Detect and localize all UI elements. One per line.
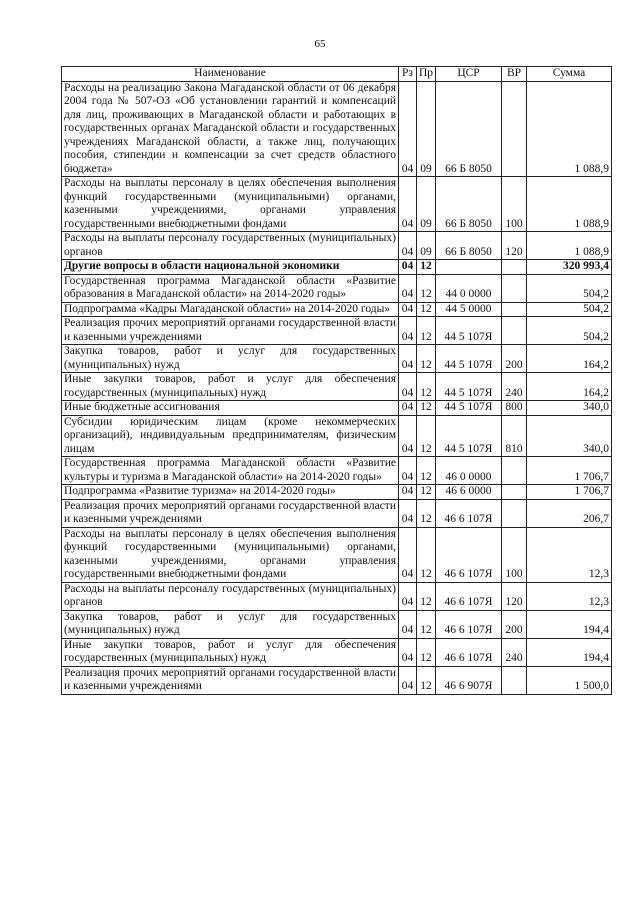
- cell-name: Реализация прочих мероприятий органами государственной власти и казенными учреждениями: [62, 499, 399, 527]
- table-row: [62, 457, 612, 485]
- header-pr: Пр: [417, 67, 436, 82]
- cell-vr: 810: [502, 415, 527, 457]
- table-row: [62, 610, 612, 638]
- cell-sum: 1 706,7: [527, 485, 612, 500]
- table-row: [62, 274, 612, 302]
- table-row: [62, 81, 612, 177]
- table-row: [62, 638, 612, 666]
- cell-pr: 12: [417, 345, 436, 373]
- cell-vr: [502, 485, 527, 500]
- cell-vr: 240: [502, 373, 527, 401]
- cell-csr: 46 0 0000: [436, 457, 502, 485]
- cell-csr: 44 5 107Я: [436, 401, 502, 416]
- cell-sum: 340,0: [527, 415, 612, 457]
- cell-name: Расходы на выплаты персоналу государственных (муниципальных) органов: [62, 232, 399, 260]
- cell-pr: 09: [417, 81, 436, 177]
- cell-name: Государственная программа Магаданской области «Развитие образования в Магаданской области» на 2014-2020 годы»: [62, 274, 399, 302]
- cell-sum: 340,0: [527, 401, 612, 416]
- cell-vr: 120: [502, 582, 527, 610]
- cell-pr: 12: [417, 666, 436, 694]
- cell-name: Субсидии юридическим лицам (кроме некоммерческих организаций), индивидуальным предпринимателям, физическим лицам: [62, 415, 399, 457]
- cell-rz: 04: [399, 485, 417, 500]
- cell-pr: 12: [417, 317, 436, 345]
- cell-csr: 46 6 107Я: [436, 638, 502, 666]
- cell-rz: 04: [399, 527, 417, 582]
- header-vr: ВР: [502, 67, 527, 82]
- cell-sum: 164,2: [527, 373, 612, 401]
- table-row: [62, 582, 612, 610]
- cell-sum: 1 088,9: [527, 232, 612, 260]
- cell-vr: [502, 499, 527, 527]
- cell-rz: 04: [399, 345, 417, 373]
- table-header-row: [62, 67, 612, 82]
- cell-rz: 04: [399, 415, 417, 457]
- cell-rz: 04: [399, 274, 417, 302]
- header-csr: ЦСР: [436, 67, 502, 82]
- cell-csr: 44 5 107Я: [436, 345, 502, 373]
- cell-rz: 04: [399, 457, 417, 485]
- cell-name: Расходы на выплаты персоналу в целях обеспечения выполнения функций государственными (муниципальными) органами, казенными учреждениями, органами управления государственными внебюджетными фондами: [62, 527, 399, 582]
- cell-csr: [436, 260, 502, 275]
- cell-rz: 04: [399, 177, 417, 232]
- cell-name: Государственная программа Магаданской области «Развитие культуры и туризма в Магаданской области» на 2014-2020 годы»: [62, 457, 399, 485]
- cell-vr: 800: [502, 401, 527, 416]
- table-row: [62, 527, 612, 582]
- cell-sum: 320 993,4: [527, 260, 612, 275]
- table-row: [62, 666, 612, 694]
- table-row: [62, 401, 612, 416]
- cell-sum: 194,4: [527, 638, 612, 666]
- cell-sum: 206,7: [527, 499, 612, 527]
- cell-name: Реализация прочих мероприятий органами государственной власти и казенными учреждениями: [62, 666, 399, 694]
- cell-sum: 164,2: [527, 345, 612, 373]
- table-row: [62, 415, 612, 457]
- cell-vr: 240: [502, 638, 527, 666]
- cell-pr: 12: [417, 527, 436, 582]
- cell-vr: [502, 317, 527, 345]
- cell-name: Иные закупки товаров, работ и услуг для обеспечения государственных (муниципальных) нужд: [62, 373, 399, 401]
- header-rz: Рз: [399, 67, 417, 82]
- table-row: [62, 485, 612, 500]
- cell-rz: 04: [399, 302, 417, 317]
- cell-rz: 04: [399, 81, 417, 177]
- cell-name: Другие вопросы в области национальной экономики: [62, 260, 399, 275]
- cell-sum: 194,4: [527, 610, 612, 638]
- cell-rz: 04: [399, 499, 417, 527]
- cell-rz: 04: [399, 401, 417, 416]
- cell-rz: 04: [399, 317, 417, 345]
- header-name: Наименование: [62, 67, 399, 82]
- header-sum: Сумма: [527, 67, 612, 82]
- cell-pr: 12: [417, 457, 436, 485]
- cell-name: Подпрограмма «Развитие туризма» на 2014-2020 годы»: [62, 485, 399, 500]
- budget-table: [61, 66, 612, 695]
- cell-name: Подпрограмма «Кадры Магаданской области» на 2014-2020 годы»: [62, 302, 399, 317]
- cell-rz: 04: [399, 666, 417, 694]
- cell-csr: 44 0 0000: [436, 274, 502, 302]
- table-row: [62, 499, 612, 527]
- cell-csr: 46 6 107Я: [436, 610, 502, 638]
- cell-rz: 04: [399, 232, 417, 260]
- table-row: [62, 302, 612, 317]
- cell-vr: [502, 666, 527, 694]
- cell-rz: 04: [399, 260, 417, 275]
- cell-rz: 04: [399, 638, 417, 666]
- cell-pr: 12: [417, 485, 436, 500]
- cell-sum: 504,2: [527, 317, 612, 345]
- table-row: [62, 373, 612, 401]
- cell-csr: 46 6 0000: [436, 485, 502, 500]
- cell-csr: 66 Б 8050: [436, 232, 502, 260]
- cell-vr: [502, 260, 527, 275]
- cell-pr: 12: [417, 260, 436, 275]
- cell-csr: 66 Б 8050: [436, 177, 502, 232]
- table-row: [62, 232, 612, 260]
- cell-pr: 12: [417, 582, 436, 610]
- table-body: [62, 81, 612, 694]
- cell-csr: 44 5 107Я: [436, 373, 502, 401]
- cell-name: Иные бюджетные ассигнования: [62, 401, 399, 416]
- cell-csr: 66 Б 8050: [436, 81, 502, 177]
- cell-csr: 46 6 907Я: [436, 666, 502, 694]
- cell-vr: 200: [502, 345, 527, 373]
- cell-name: Закупка товаров, работ и услуг для государственных (муниципальных) нужд: [62, 345, 399, 373]
- cell-pr: 12: [417, 499, 436, 527]
- cell-pr: 12: [417, 302, 436, 317]
- cell-pr: 09: [417, 177, 436, 232]
- cell-sum: 1 088,9: [527, 177, 612, 232]
- cell-sum: 12,3: [527, 527, 612, 582]
- cell-csr: 44 5 107Я: [436, 317, 502, 345]
- cell-vr: 200: [502, 610, 527, 638]
- cell-vr: 100: [502, 527, 527, 582]
- cell-vr: [502, 457, 527, 485]
- cell-pr: 12: [417, 638, 436, 666]
- table-row: [62, 345, 612, 373]
- cell-sum: 1 706,7: [527, 457, 612, 485]
- cell-vr: 100: [502, 177, 527, 232]
- cell-vr: [502, 274, 527, 302]
- cell-name: Иные закупки товаров, работ и услуг для обеспечения государственных (муниципальных) нужд: [62, 638, 399, 666]
- table-row: [62, 177, 612, 232]
- cell-sum: 504,2: [527, 274, 612, 302]
- cell-name: Расходы на выплаты персоналу в целях обеспечения выполнения функций государственными (муниципальными) органами, казенными учреждениями, органами управления государственными внебюджетными фондами: [62, 177, 399, 232]
- table-row: [62, 317, 612, 345]
- cell-pr: 12: [417, 274, 436, 302]
- cell-sum: 1 088,9: [527, 81, 612, 177]
- cell-vr: 120: [502, 232, 527, 260]
- cell-sum: 504,2: [527, 302, 612, 317]
- cell-csr: 46 6 107Я: [436, 582, 502, 610]
- cell-csr: 46 6 107Я: [436, 499, 502, 527]
- cell-name: Расходы на выплаты персоналу государственных (муниципальных) органов: [62, 582, 399, 610]
- page-number: 65: [314, 38, 326, 50]
- table-row: [62, 260, 612, 275]
- cell-sum: 12,3: [527, 582, 612, 610]
- cell-pr: 12: [417, 415, 436, 457]
- cell-vr: [502, 81, 527, 177]
- cell-name: Реализация прочих мероприятий органами государственной власти и казенными учреждениями: [62, 317, 399, 345]
- cell-pr: 12: [417, 373, 436, 401]
- cell-pr: 09: [417, 232, 436, 260]
- cell-name: Расходы на реализацию Закона Магаданской области от 06 декабря 2004 года № 507-ОЗ «Об установлении гарантий и компенсаций для лиц, проживающих в Магаданской области и работающих в государственных органах Магаданской области и государственных учреждениях Магаданской области, а также лиц, получающих пособия, стипендии и компенсации за счет средств областного бюджета»: [62, 81, 399, 177]
- cell-sum: 1 500,0: [527, 666, 612, 694]
- cell-rz: 04: [399, 582, 417, 610]
- cell-rz: 04: [399, 610, 417, 638]
- cell-pr: 12: [417, 610, 436, 638]
- cell-vr: [502, 302, 527, 317]
- cell-rz: 04: [399, 373, 417, 401]
- cell-pr: 12: [417, 401, 436, 416]
- cell-csr: 46 6 107Я: [436, 527, 502, 582]
- cell-csr: 44 5 0000: [436, 302, 502, 317]
- cell-csr: 44 5 107Я: [436, 415, 502, 457]
- cell-name: Закупка товаров, работ и услуг для государственных (муниципальных) нужд: [62, 610, 399, 638]
